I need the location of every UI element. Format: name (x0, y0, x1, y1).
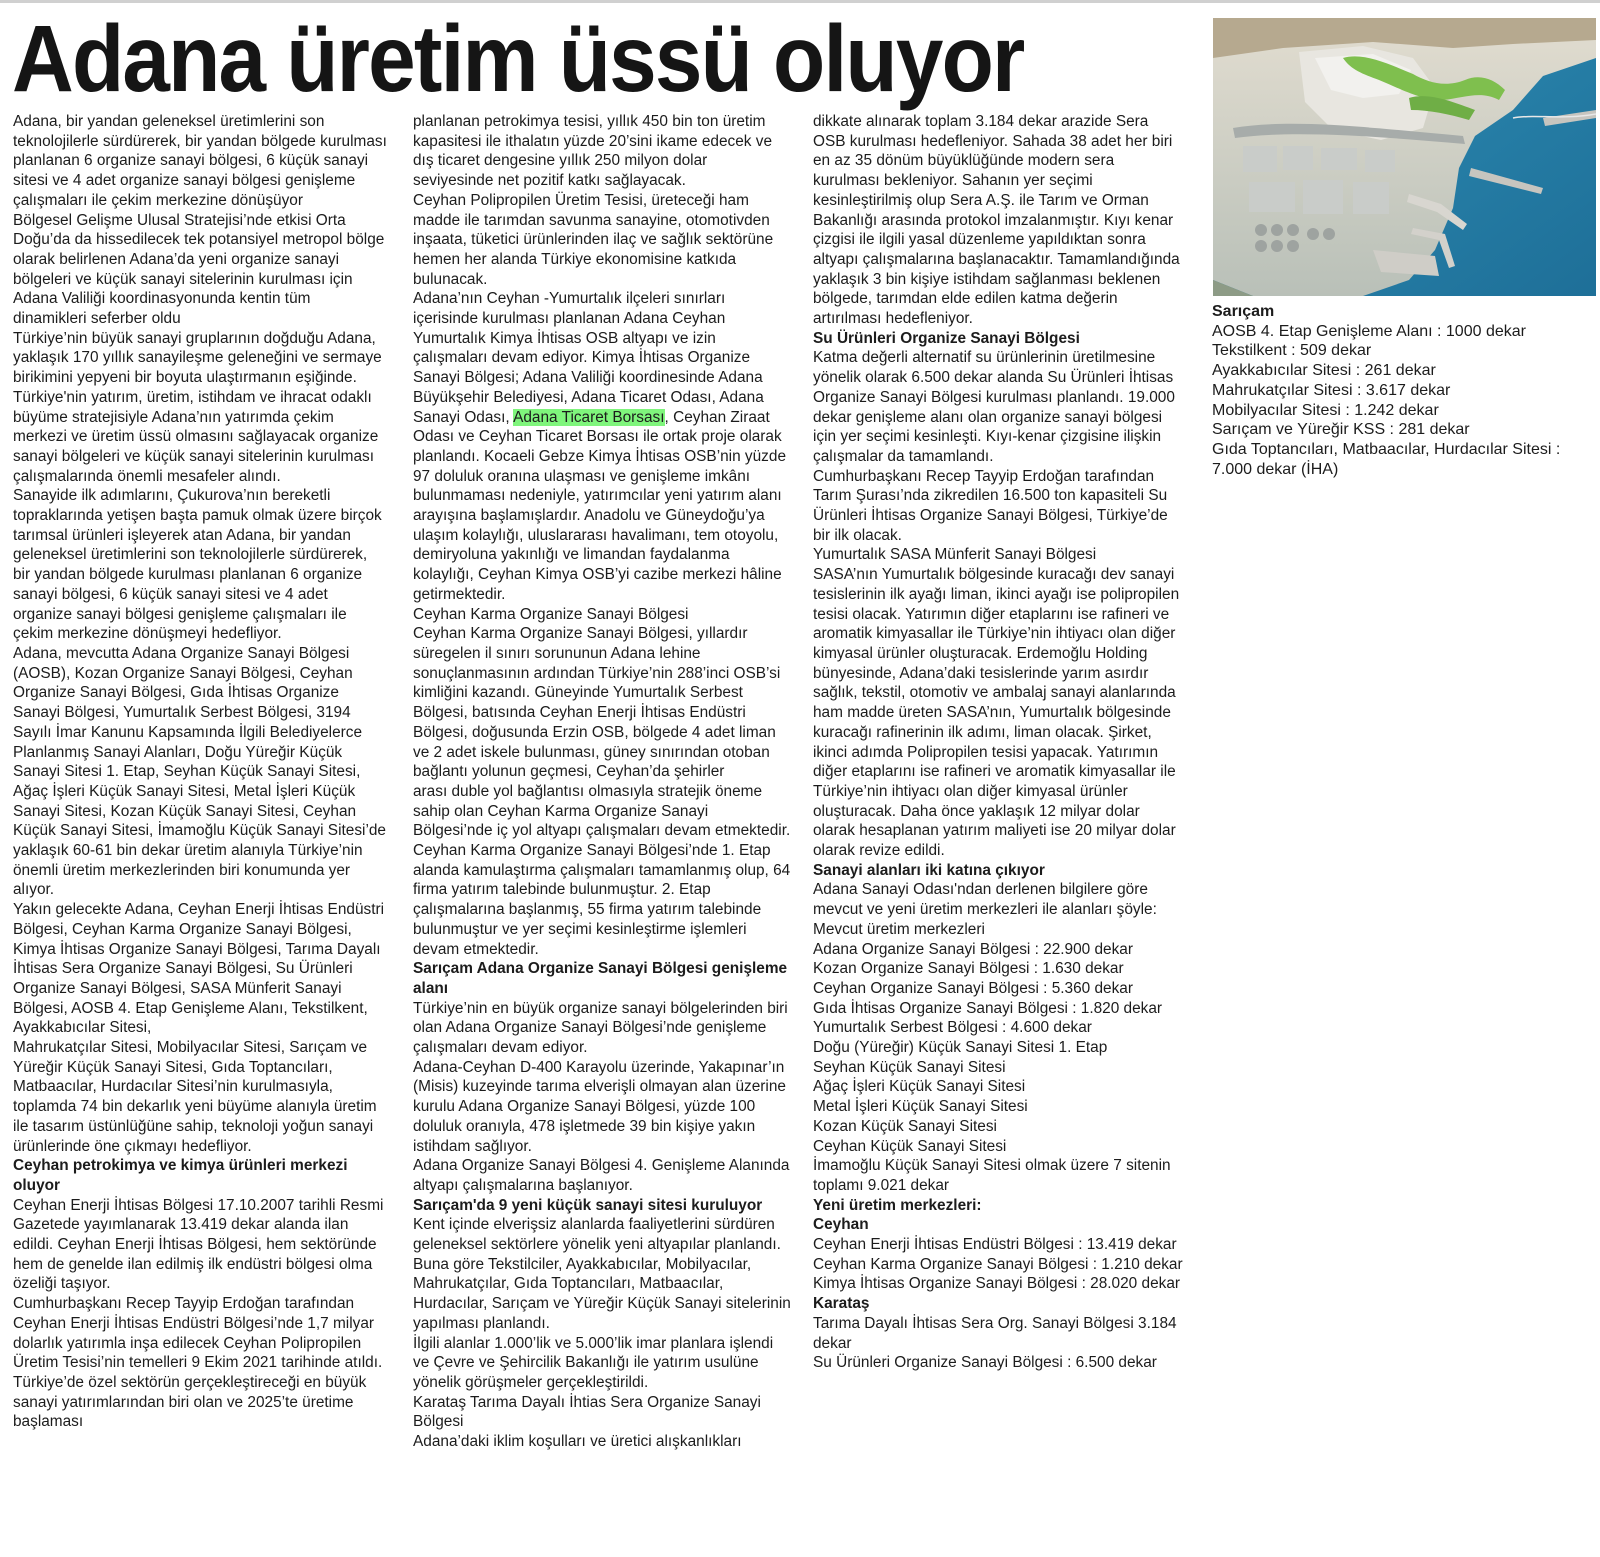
paragraph-text: , Ceyhan Ziraat Odası ve Ceyhan Ticaret Borsası ile ortak proje olarak planlandı. Kocaeli Gebze Kimya İhtisas OSB’nin yüzde 97 doluluk oranına ulaşması ve genişleme imkânı bulunmaması nedeniyle, yatırımcılar yeni yatırım alanı arayışına başlamışlardır. Anadolu ve Güneydoğu’ya ulaşım kolaylığı, uluslararası havalimanı, tem otoyolu, demiryoluna yakınlığı ve limandan faydalanma kolaylığı, Ceyhan Kimya OSB’yi cazibe merkezi hâline getirmektedir. (413, 408, 786, 603)
subheading-ceyhan: Ceyhan (813, 1216, 869, 1234)
list-item: İmamoğlu Küçük Sanayi Sitesi olmak üzere 7 sitenin toplamı 9.021 dekar (813, 1157, 1171, 1194)
list-item: Su Ürünleri Organize Sanayi Bölgesi : 6.500 dekar (813, 1354, 1157, 1372)
paragraph: Türkiye’nin büyük sanayi gruplarının doğduğu Adana, yaklaşık 170 yıllık sanayileşme geleneğini ve sermaye birikimini yepyeni bir boyuta ulaştırmanın eşiğinde. Türkiye'nin yatırım, üretim, istihdam ve ihracat odaklı büyüme stratejisiyle Adana’nın yatırımda çekim merkezi ve üretim üssü olmasını sağlayacak organize sanayi bölgeleri ve küçük sanayi sitelerinin kurulması çalışmalarında önemli mesafeler alındı. (13, 329, 382, 485)
paragraph: Ceyhan Karma Organize Sanayi Bölgesi (413, 605, 689, 623)
paragraph: Adana-Ceyhan D-400 Karayolu üzerinde, Yakapınar’ın (Misis) kuzeyinde tarıma elverişli olmayan alan üzerine kurulu Adana Organize Sanayi Bölgesi, yüzde 100 doluluk oranıyla, 478 işletmede 39 bin kişiye yakın istihdam sağlıyor. (413, 1058, 786, 1155)
highlighted-text: Adana Ticaret Borsası (513, 408, 665, 426)
paragraph: Kent içinde elverişsiz alanlarda faaliyetlerini sürdüren geleneksel sektörlere yönelik yeni altyapılar planlandı. Buna göre Tekstilciler, Ayakkabıcılar, Mobilyacılar, Mahrukatçılar, Gıda Toptancıları, Matbaacılar, Hurdacılar, Sarıçam ve Yüreğir Küçük Sanayi sitelerinin yapılması planlandı. (413, 1216, 791, 1332)
column-2 (413, 112, 791, 1452)
list-item: Ceyhan Organize Sanayi Bölgesi : 5.360 dekar (813, 979, 1133, 997)
paragraph: Sanayide ilk adımlarını, Çukurova’nın bereketli topraklarında yetişen başta pamuk olmak üzere birçok tarımsal ürünleri işleyerek atan Adana, bir yandan geleneksel üretimlerini son teknolojilerle sürdürerek, bir yandan bölgede kurulması planlanan 6 organize sanayi bölgesi, 6 küçük sanayi sitesi ve 4 adet organize sanayi bölgesi genişleme çalışmaları ile çekim merkezine dönüşmeyi hedefliyor. (13, 487, 382, 643)
list-item: Kimya İhtisas Organize Sanayi Bölgesi : 28.020 dekar (813, 1275, 1181, 1293)
paragraph: İlgili alanlar 1.000’lik ve 5.000’lik imar planlara işlendi ve Çevre ve Şehircilik Bakanlığı ile yatırım usulüne yönelik görüşmeler gerçekleştirildi. (413, 1334, 774, 1391)
paragraph: Katma değerli alternatif su ürünlerinin üretilmesine yönelik olarak 6.500 dekar alanda Su Ürünleri İhtisas Organize Sanayi Bölgesi kurulması planlandı. 19.000 dekar genişleme alanı olan organize sanayi bölgesi için yer seçimi kesinleşti. Kıyı-kenar çizgisine ilişkin çalışmalar da tamamlandı. (813, 349, 1175, 465)
column-1 (13, 112, 388, 1432)
list-item: Kozan Organize Sanayi Bölgesi : 1.630 dekar (813, 960, 1124, 978)
list-item: Doğu (Yüreğir) Küçük Sanayi Sitesi 1. Etap (813, 1039, 1108, 1057)
list-item: Ceyhan Karma Organize Sanayi Bölgesi : 1.210 dekar (813, 1255, 1183, 1273)
paragraph: Karataş Tarıma Dayalı İhtias Sera Organize Sanayi Bölgesi (413, 1393, 761, 1431)
list-item: Mevcut üretim merkezleri (813, 920, 985, 938)
subheading-saricam-kss: Sarıçam'da 9 yeni küçük sanayi sitesi kuruluyor (413, 1196, 763, 1214)
subheading-ceyhan-petrokimya: Ceyhan petrokimya ve kimya ürünleri merkezi oluyor (13, 1157, 348, 1194)
list-item: Seyhan Küçük Sanayi Sitesi (813, 1058, 1006, 1076)
paragraph: Ceyhan Enerji İhtisas Bölgesi 17.10.2007 tarihli Resmi Gazetede yayımlanarak 13.419 dekar alanda ilan edildi. Ceyhan Enerji İhtisas Bölgesi, hem sektöründe hem de genelde ilan edilmiş ilk endüstri bölgesi olma özeliği taşıyor. (13, 1196, 384, 1293)
list-item: Ceyhan Küçük Sanayi Sitesi (813, 1137, 1007, 1155)
paragraph: Yumurtalık SASA Münferit Sanayi Bölgesi (813, 546, 1097, 564)
paragraph: Ceyhan Polipropilen Üretim Tesisi, üreteceği ham madde ile tarımdan savunma sanayine, otomotivden inşaata, tüketici ürünlerinden ilaç ve sağlık sektörüne hemen her alanda Türkiye ekonomisine katkıda bulunacak. (413, 191, 774, 288)
subheading-sanayi-alanlari: Sanayi alanları iki katına çıkıyor (813, 861, 1045, 879)
list-item: Metal İşleri Küçük Sanayi Sitesi (813, 1098, 1028, 1116)
industrial-port-aerial-image (1213, 18, 1596, 296)
paragraph: SASA’nın Yumurtalık bölgesinde kuracağı dev sanayi tesislerinin ilk ayağı liman, ikinci ayağı ise polipropilen tesisi olacak. Yatırımın diğer etaplarını ise rafineri ve aromatik kimyasallar ile Türkiye’nin ihtiyacı olan diğer kimyasal ürünler oluşturacak. Erdemoğlu Holding bünyesinde, Adana’daki tesislerinde yarım asırdır sağlık, tekstil, otomotiv ve ambalaj sanayi alanlarında ham madde üreten SASA’nın, Yumurtalık bölgesinde kuracağı rafinerinin ilk adımı, liman olacak. Şirket, ikinci adımda Polipropilen tesisi yapacak. Yatırımın diğer etaplarını ise rafineri ve aromatik kimyasallar ile Türkiye’nin ihtiyacı olan diğer kimyasal ürünler oluşturacak. Daha önce yaklaşık 12 milyar dolar olarak hesaplanan yatırım maliyeti ise 20 milyar dolar olarak revize edildi. (813, 566, 1180, 860)
list-item: AOSB 4. Etap Genişleme Alanı : 1000 dekar (1212, 322, 1526, 340)
list-item: Tarıma Dayalı İhtisas Sera Org. Sanayi Bölgesi 3.184 dekar (813, 1314, 1177, 1352)
headline: Adana üretim üssü oluyor (12, 6, 1024, 112)
list-item: Adana Organize Sanayi Bölgesi : 22.900 dekar (813, 940, 1133, 958)
paragraph: Türkiye’nin en büyük organize sanayi bölgelerinden biri olan Adana Organize Sanayi Bölgesi’nde genişleme çalışmaları devam ediyor. (413, 999, 788, 1057)
paragraph-kimya-osb (413, 289, 791, 604)
paragraph: planlanan petrokimya tesisi, yıllık 450 bin ton üretim kapasitesi ile ithalatın yüzde 20’sini ikame edecek ve dış ticaret dengesine yıllık 250 milyon dolar seviyesinde net pozitif katkı sağlayacak. (413, 113, 773, 190)
paragraph: Yakın gelecekte Adana, Ceyhan Enerji İhtisas Endüstri Bölgesi, Ceyhan Karma Organize Sanayi Bölgesi, Kimya İhtisas Organize Sanayi Bölgesi, Tarıma Dayalı İhtisas Sera Organize Sanayi Bölgesi, Su Ürünleri Organize Sanayi Bölgesi, SASA Münferit Sanayi Bölgesi, AOSB 4. Etap Genişleme Alanı, Tekstilkent, Ayakkabıcılar Sitesi, (13, 901, 385, 1037)
paragraph: Mahrukatçılar Sitesi, Mobilyacılar Sitesi, Sarıçam ve Yüreğir Küçük Sanayi Sitesi, Gıda Toptancıları, Matbaacılar, Hurdacılar Sitesi’nin kurulmasıyla, toplamda 74 bin dekarlık yeni büyüme alanıyla üretim ile tasarım üstünlüğüne sahip, teknoloji yoğun sanayi ürünlerinde öne çıkmayı hedefliyor. (13, 1039, 377, 1155)
top-rule (0, 0, 1600, 3)
list-item: Mahrukatçılar Sitesi : 3.617 dekar (1212, 381, 1451, 399)
paragraph: Adana, mevcutta Adana Organize Sanayi Bölgesi (AOSB), Kozan Organize Sanayi Bölgesi, Ceyhan Organize Sanayi Bölgesi, Gıda İhtisas Organize Sanayi Bölgesi, Yumurtalık Serbest Bölgesi, 3194 Sayılı İmar Kanunu Kapsamında İlgili Belediyelerce Planlanmış Sanayi Alanları, Doğu Yüreğir Küçük Sanayi Sitesi 1. Etap, Seyhan Küçük Sanayi Sitesi, Ağaç İşleri Küçük Sanayi Sitesi, Metal İşleri Küçük Sanayi Sitesi, Kozan Küçük Sanayi Sitesi, Ceyhan Küçük Sanayi Sitesi, İmamoğlu Küçük Sanayi Sitesi’de yaklaşık 60-61 bin dekar üretim alanıyla Türkiye’nin önemli üretim merkezlerinden biri konumunda yer alıyor. (13, 644, 386, 899)
paragraph: dikkate alınarak toplam 3.184 dekar arazide Sera OSB kurulması hedefleniyor. Sahada 38 adet her biri en az 35 dönüm büyüklüğünde modern sera kurulması bekleniyor. Sahanın yer seçimi kesinleştirilmiş olup Sera A.Ş. ile Tarım ve Orman Bakanlığı arasında protokol imzalanmıştır. Kıyı kenar çizgisi ile ilgili yasal düzenleme yapıldıktan sonra altyapı çalışmalarına başlanacaktır. Tamamlandığında yaklaşık 3 bin kişiye istihdam sağlanması beklenen bölgede, tarımdan elde edilen katma değerin artırılması hedefleniyor. (813, 113, 1180, 328)
paragraph: Ceyhan Karma Organize Sanayi Bölgesi, yıllardır süregelen il sınırı sorununun Adana lehine sonuçlanmasının ardından Türkiye’nin 288’inci OSB’si kimliğini kazandı. Güneyinde Yumurtalık Serbest Bölgesi, batısında Ceyhan Enerji İhtisas Endüstri Bölgesi, doğusunda Erzin OSB, bölgede 4 adet liman ve 2 adet iskele bulunması, güney sınırından otoban bağlantı yolunun geçmesi, Ceyhan’da şehirler (413, 625, 781, 781)
list-item: Ağaç İşleri Küçük Sanayi Sitesi (813, 1078, 1026, 1096)
paragraph: Adana Sanayi Odası'ndan derlenen bilgilere göre mevcut ve yeni üretim merkezleri ile alanları şöyle: (813, 881, 1157, 919)
list-item: Gıda İhtisas Organize Sanayi Bölgesi : 1.820 dekar (813, 999, 1163, 1017)
list-item: Kozan Küçük Sanayi Sitesi (813, 1117, 997, 1135)
list-item: Sarıçam ve Yüreğir KSS : 281 dekar (1212, 421, 1470, 439)
list-item: Ayakkabıcılar Sitesi : 261 dekar (1212, 362, 1436, 380)
paragraph: arası duble yol bağlantısı olmasıyla stratejik öneme sahip olan Ceyhan Karma Organize Sanayi Bölgesi’nde iç yol altyapı çalışmaları devam etmektedir. Ceyhan Karma Organize Sanayi Bölgesi’nde 1. Etap alanda kamulaştırma çalışmaları tamamlanmış olup, 64 firma yatırım talebinde bulunmuştur. 2. Etap çalışmalarına başlanmış, 55 firma yatırım talebinde bulunmuştur ve yer seçimi kesinleştirme işlemleri devam etmektedir. (413, 782, 791, 958)
list-item: Yumurtalık Serbest Bölgesi : 4.600 dekar (813, 1019, 1092, 1037)
paragraph: Adana Organize Sanayi Bölgesi 4. Genişleme Alanında altyapı çalışmalarına başlanıyor. (413, 1157, 790, 1194)
paragraph-text: Adana’nın Ceyhan -Yumurtalık ilçeleri sınırları içerisinde kurulması planlanan Adana Ceyhan Yumurtalık Kimya İhtisas OSB altyapı ve izin çalışmaları devam ediyor. Kimya İhtisas Organize Sanayi Bölgesi; Adana Valiliği koordinesinde Adana Büyükşehir Belediyesi, Adana Ticaret Odası, Adana Sanayi Odası, (413, 290, 764, 426)
subheading-su-urunleri: Su Ürünleri Organize Sanayi Bölgesi (813, 329, 1080, 347)
subheading-yeni-merkezler: Yeni üretim merkezleri: (813, 1196, 982, 1214)
list-item: Ceyhan Enerji İhtisas Endüstri Bölgesi : 13.419 dekar (813, 1236, 1177, 1254)
paragraph: Cumhurbaşkanı Recep Tayyip Erdoğan tarafından Tarım Şurası’nda zikredilen 16.500 ton kapasiteli Su Ürünleri İhtisas Organize Sanayi Bölgesi, Türkiye’de bir ilk olacak. (813, 467, 1168, 544)
subheading-saricam: Sarıçam (1212, 303, 1275, 320)
subheading-karatas: Karataş (813, 1295, 870, 1313)
paragraph: Cumhurbaşkanı Recep Tayyip Erdoğan tarafından Ceyhan Enerji İhtisas Endüstri Bölgesi’nde 1,7 milyar dolarlık yatırımla inşa edilecek Ceyhan Polipropilen Üretim Tesisi’nin temelleri 9 Ekim 2021 tarihinde atıldı. Türkiye’de özel sektörün gerçekleştireceği en büyük sanayi yatırımlarından biri olan ve 2025’te üretime başlaması (13, 1295, 383, 1431)
paragraph: Bölgesel Gelişme Ulusal Stratejisi’nde etkisi Orta Doğu’da da hissedilecek tek potansiyel metropol bölge olarak belirlenen Adana’da yeni organize sanayi bölgeleri ve küçük sanayi sitelerinin kurulması için Adana Valiliği koordinasyonunda kentin tüm dinamikleri seferber oldu (13, 211, 385, 328)
subheading-saricam-aosb: Sarıçam Adana Organize Sanayi Bölgesi genişleme alanı (413, 960, 788, 997)
list-item: Gıda Toptancıları, Matbaacılar, Hurdacılar Sitesi : 7.000 dekar (İHA) (1212, 440, 1561, 478)
column-3 (813, 112, 1185, 1373)
list-item: Mobilyacılar Sitesi : 1.242 dekar (1212, 401, 1439, 419)
column-4 (1212, 302, 1594, 479)
aerial-render-svg (1213, 18, 1596, 296)
paragraph: Adana’daki iklim koşulları ve üretici alışkanlıkları (413, 1433, 742, 1451)
paragraph: Adana, bir yandan geleneksel üretimlerini son teknolojilerle sürdürerek, bir yandan bölgede kurulması planlanan 6 organize sanayi bölgesi, 6 küçük sanayi sitesi ve 4 adet organize sanayi bölgesi genişleme çalışmaları ile çekim merkezine dönüşüyor (13, 113, 387, 209)
list-item: Tekstilkent : 509 dekar (1212, 342, 1372, 360)
